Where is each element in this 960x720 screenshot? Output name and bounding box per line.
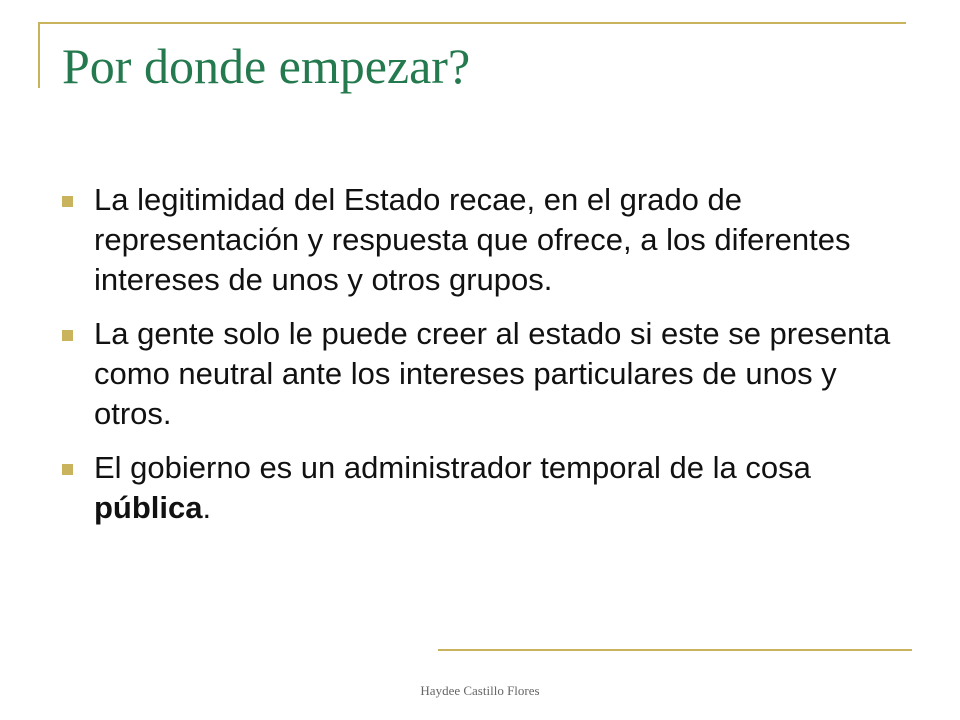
bullet-text-suffix: . [202,490,212,525]
square-bullet-icon [62,196,73,207]
bullet-item [62,314,922,434]
bullet-text: La legitimidad del Estado recae, en el grado de representación y respuesta que ofrece, a los diferentes intereses de unos y otros grupos. [94,182,851,297]
bullet-text: La gente solo le puede creer al estado si este se presenta como neutral ante los intereses particulares de unos y otros. [94,316,891,431]
top-decorative-rule [38,22,906,24]
square-bullet-icon [62,464,73,475]
bullet-item [62,180,922,300]
bullet-text-prefix: El gobierno es un administrador temporal de la cosa [94,450,811,485]
bullet-text-bold: pública [94,490,203,525]
square-bullet-icon [62,330,73,341]
bullet-list [62,180,922,542]
footer-author: Haydee Castillo Flores [420,683,540,698]
bottom-decorative-rule [438,649,912,651]
left-decorative-rule [38,22,40,88]
bullet-item [62,448,922,528]
slide-title: Por donde empezar? [62,38,471,94]
